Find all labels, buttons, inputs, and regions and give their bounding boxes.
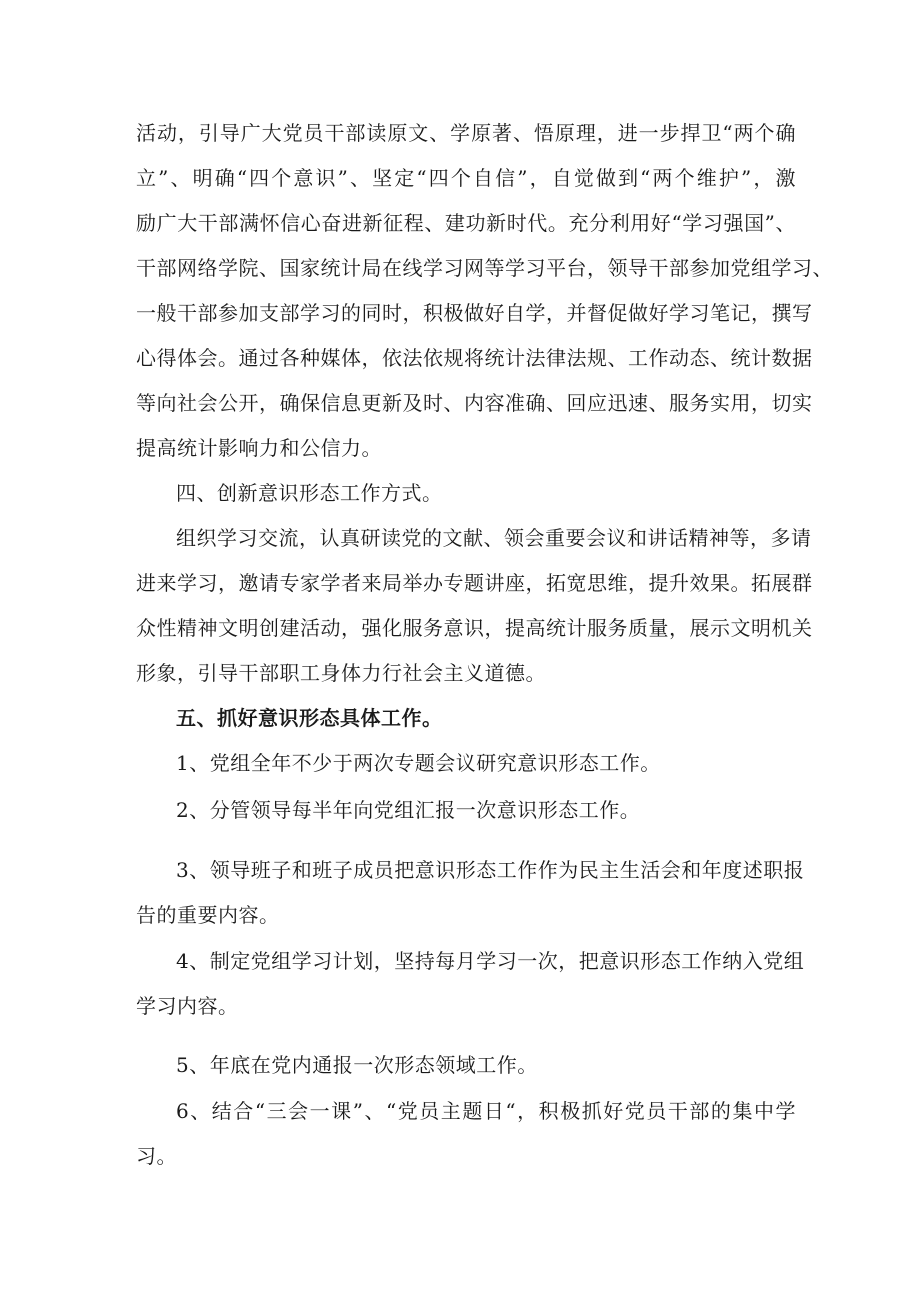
text-line: 干部网络学院、国家统计局在线学习网等学习平台，领导干部参加党组学习、 <box>136 256 833 280</box>
text-line: 立”、明确“四个意识”、坚定“四个自信”，自觉做到“两个维护”，激 <box>136 166 796 190</box>
list-item-2: 2、分管领导每半年向党组汇报一次意识形态工作。 <box>176 798 641 822</box>
section-heading-5: 五、抓好意识形态具体工作。 <box>176 706 443 730</box>
text-line: 等向社会公开，确保信息更新及时、内容准确、回应迅速、服务实用，切实 <box>136 391 813 415</box>
list-item-3: 3、领导班子和班子成员把意识形态工作作为民主生活会和年度述职报 <box>176 858 805 882</box>
text-line: 励广大干部满怀信心奋进新征程、建功新时代。充分利用好“学习强国”、 <box>136 211 796 235</box>
list-item-5: 5、年底在党内通报一次形态领域工作。 <box>176 1053 538 1077</box>
text-line: 组织学习交流，认真研读党的文献、领会重要会议和讲话精神等，多请 <box>176 526 812 550</box>
text-line: 众性精神文明创建活动，强化服务意识，提高统计服务质量，展示文明机关 <box>136 616 813 640</box>
text-line: 心得体会。通过各种媒体，依法依规将统计法律法规、工作动态、统计数据 <box>136 346 813 370</box>
text-line: 进来学习，邀请专家学者来局举办专题讲座，拓宽思维，提升效果。拓展群 <box>136 571 813 595</box>
list-item-1: 1、党组全年不少于两次专题会议研究意识形态工作。 <box>176 751 661 775</box>
text-line: 形象，引导干部职工身体力行社会主义道德。 <box>136 661 546 685</box>
list-item-4-cont: 学习内容。 <box>136 994 239 1018</box>
text-line: 活动，引导广大党员干部读原文、学原著、悟原理，进一步捍卫“两个确 <box>136 121 796 145</box>
text-line: 一般干部参加支部学习的同时，积极做好自学，并督促做好学习笔记，撰写 <box>136 301 813 325</box>
list-item-3-cont: 告的重要内容。 <box>136 903 280 927</box>
list-item-6: 6、结合“三会一课”、“党员主题日“，积极抓好党员干部的集中学 <box>176 1099 796 1123</box>
list-item-6-cont: 习。 <box>136 1144 177 1168</box>
text-line: 提高统计影响力和公信力。 <box>136 436 382 460</box>
list-item-4: 4、制定党组学习计划，坚持每月学习一次，把意识形态工作纳入党组 <box>176 949 805 973</box>
section-heading-4: 四、创新意识形态工作方式。 <box>176 481 443 505</box>
